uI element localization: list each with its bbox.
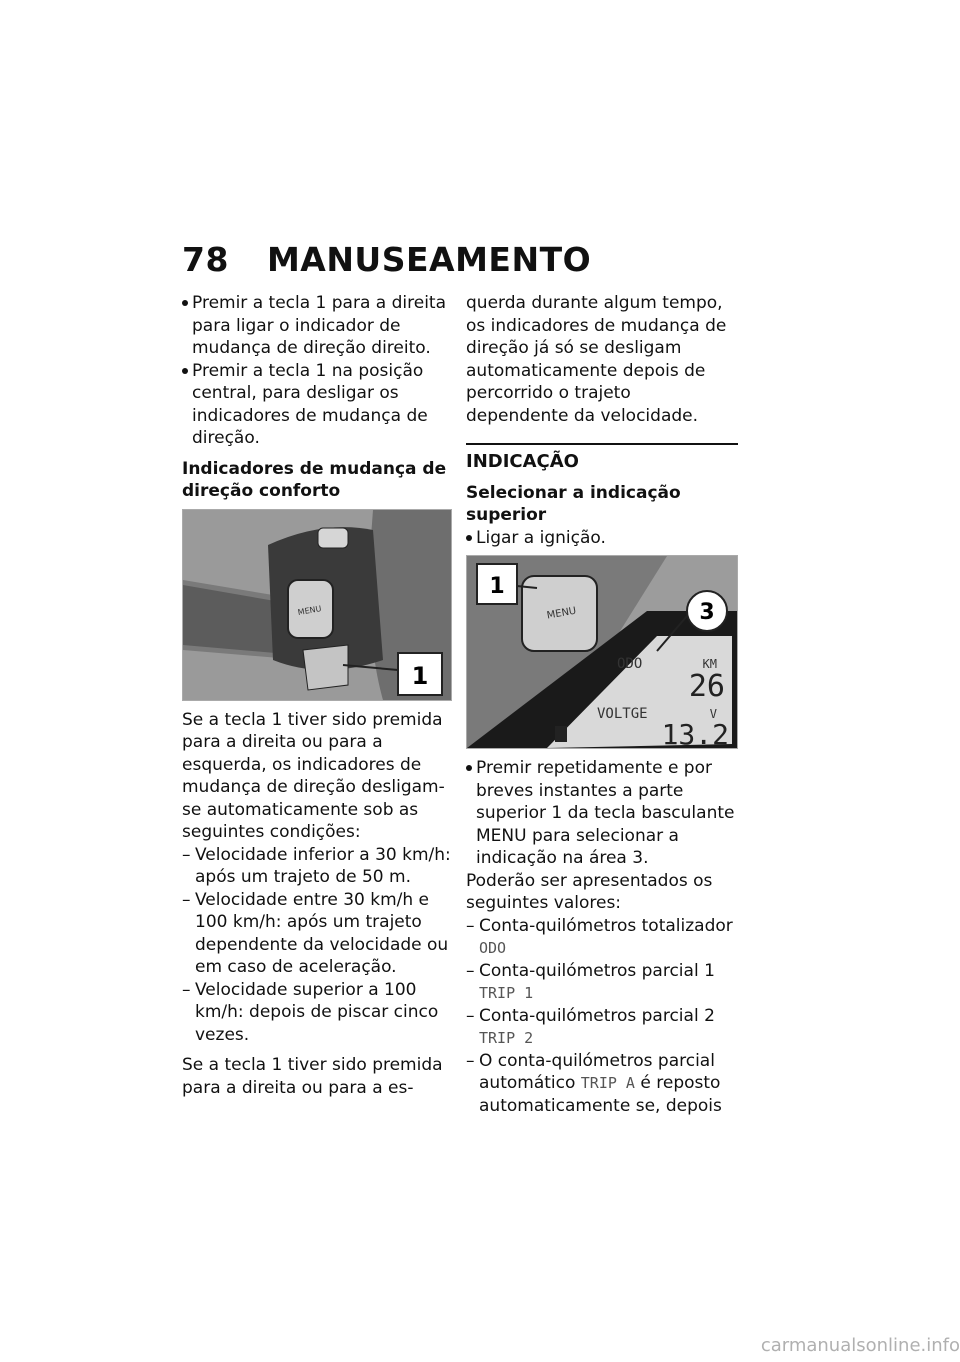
- list-item: – Velocidade superior a 100 km/h: depois de piscar cinco vezes.: [182, 979, 454, 1047]
- voltge-label: VOLTGE: [597, 706, 648, 722]
- watermark: carmanualsonline.info: [760, 1335, 960, 1356]
- display-code: TRIP A: [580, 1074, 635, 1092]
- list-item: – O conta-quilómetros parcial automático TRIP A é reposto automaticamente se, depois: [466, 1050, 738, 1118]
- subheading: Indicadores de mudança de direção conforto: [182, 458, 447, 501]
- list-item: Premir a tecla 1 para a direita para ligar o indicador de mudança de direção direito.: [182, 292, 454, 360]
- callout-1: 1: [411, 661, 429, 690]
- page-number: 78: [182, 240, 229, 279]
- section-heading: INDICAÇÃO: [466, 443, 738, 474]
- list-item: – Conta-quilómetros parcial 2 TRIP 2: [466, 1005, 738, 1050]
- paragraph: querda durante algum tempo, os indicadores de mudança de direção já só se desligam automaticamente depois de percorrido o trajeto dependente da velocidade.: [466, 293, 727, 426]
- voltge-value: 13.2: [661, 718, 729, 748]
- list-item: Premir repetidamente e por breves instantes a parte superior 1 da tecla basculante MENU para selecionar a indicação na área 3.: [466, 757, 738, 870]
- display-code: TRIP 1: [479, 984, 534, 1002]
- fuel-icon: [555, 726, 567, 742]
- callout-3: 3: [699, 600, 715, 625]
- paragraph: Se a tecla 1 tiver sido premida para a direita ou para a esquerda, os indicadores de mudança de direção desligam-se automaticamente sob as seguintes condições:: [182, 709, 445, 842]
- odo-label: ODO: [617, 656, 643, 672]
- figure-handlebar-switch: [182, 509, 452, 701]
- paragraph: Se a tecla 1 tiver sido premida para a direita ou para a es-: [182, 1055, 443, 1098]
- list-item: – Conta-quilómetros parcial 1 TRIP 1: [466, 960, 738, 1005]
- list-item: Ligar a ignição.: [466, 527, 738, 550]
- list-item: – Conta-quilómetros totalizador ODO: [466, 915, 738, 960]
- callout-1: 1: [489, 574, 505, 599]
- odo-value: 26: [688, 669, 725, 704]
- km-label: KM: [702, 657, 717, 671]
- v-label: V: [709, 707, 717, 721]
- handlebar-switch-illustration: [183, 510, 451, 700]
- list-item: Premir a tecla 1 na posição central, para desligar os indicadores de mudança de direção.: [182, 360, 454, 450]
- display-illustration: [467, 556, 737, 748]
- menu-key-label: MENU: [545, 605, 578, 622]
- list-item: – Velocidade inferior a 30 km/h: após um trajeto de 50 m.: [182, 844, 454, 889]
- figure-display: [466, 555, 738, 749]
- display-code: ODO: [479, 939, 507, 957]
- right-column: [466, 292, 738, 1117]
- left-column: [182, 292, 454, 1099]
- page-title: MANUSEAMENTO: [266, 240, 592, 279]
- display-code: TRIP 2: [479, 1029, 534, 1047]
- paragraph: Poderão ser apresentados os seguintes valores:: [466, 870, 713, 913]
- subheading: Selecionar a indicação superior: [466, 482, 681, 525]
- menu-key-label: MENU: [297, 603, 323, 617]
- list-item: – Velocidade entre 30 km/h e 100 km/h: após um trajeto dependente da velocidade ou em caso de aceleração.: [182, 889, 454, 979]
- page-header: [182, 240, 591, 279]
